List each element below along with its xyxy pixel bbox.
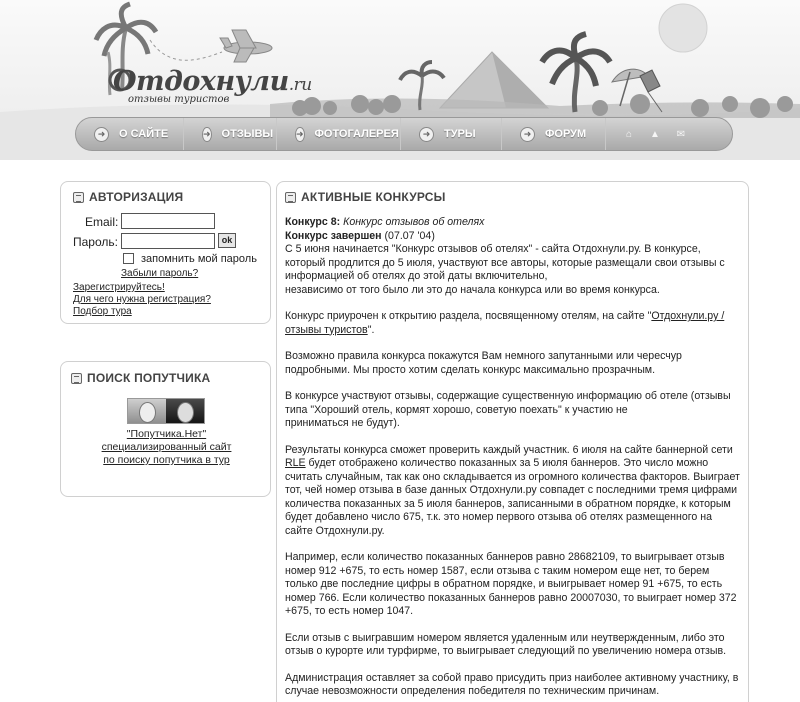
- auth-panel: [60, 181, 271, 324]
- companion-text: [61, 428, 272, 467]
- contests-title: АКТИВНЫЕ КОНКУРСЫ: [301, 190, 446, 204]
- logo-tld: .ru: [288, 75, 312, 95]
- paragraph-8: Администрация оставляет за собой право присудить приз наиболее активному участнику, в случае невозможности определения победителя по техническим причинам.: [285, 671, 739, 697]
- status-date: (07.07 '04): [384, 229, 435, 242]
- contest-status: [285, 230, 740, 244]
- arrow-right-icon: ➜: [520, 127, 535, 142]
- paragraph-7: Если отзыв с выигравшим номером является удаленным или неутвержденным, либо это отзыв о курорте или турфирме, то выигрывает следующий по увеличению номера отзыв.: [285, 631, 727, 657]
- nav-about-label: О САЙТЕ: [119, 128, 169, 140]
- tour-selection-link[interactable]: Подбор тура: [73, 306, 132, 317]
- companion-line2[interactable]: специализированный сайт: [101, 441, 232, 453]
- email-input[interactable]: [121, 213, 215, 229]
- register-link[interactable]: Зарегистрируйтесь!: [73, 282, 165, 293]
- why-register-link[interactable]: Для чего нужна регистрация?: [73, 294, 211, 305]
- remember-label: запомнить мой пароль: [141, 253, 257, 265]
- site-link[interactable]: Отдохнули.ру / отзывы туристов: [285, 310, 725, 336]
- nav-reviews[interactable]: [184, 118, 277, 150]
- contests-header: [285, 190, 446, 204]
- contest-article: [285, 216, 740, 702]
- home-icon[interactable]: ⌂: [625, 128, 633, 140]
- nav-about[interactable]: [76, 118, 184, 150]
- flight-path: [150, 40, 222, 60]
- sitemap-icon[interactable]: ▲: [650, 128, 660, 140]
- paragraph-1b: независимо от того было ли это до начала конкурса или во время конкурса.: [285, 283, 660, 296]
- nav-tours-label: ТУРЫ: [444, 128, 476, 140]
- nav-tours[interactable]: [401, 118, 502, 150]
- paragraph-5: [285, 444, 740, 539]
- email-label: Email:: [85, 215, 119, 229]
- ok-button[interactable]: ok: [218, 233, 236, 248]
- arrow-right-icon: ➜: [295, 127, 305, 142]
- contest-name: Конкурс отзывов об отелях: [343, 216, 485, 228]
- paragraph-6: Например, если количество показанных баннеров равно 28682109, то выигрывает отзыв номер 912 +675, то есть номер 1587, если отзыва с таким номером еще нет, то берем только две последние цифры в обратном порядке, и выигрывает номер 91 +675, то есть номер 766. Если количество показанных баннеров равно 20007030, то выиграет номер 372 +675, то есть номер 1047.: [285, 551, 737, 617]
- paragraph-2: [285, 310, 740, 337]
- airplane: [220, 30, 272, 62]
- logo-subtitle: отзывы туристов: [128, 94, 230, 105]
- contest-heading: [285, 216, 740, 230]
- sun: [659, 4, 707, 52]
- companion-line3[interactable]: по поиску попутчика в тур: [103, 454, 230, 466]
- remember-checkbox[interactable]: [123, 253, 134, 264]
- nav-forum[interactable]: [502, 118, 606, 150]
- logo-name: Отдохнули: [113, 66, 289, 97]
- rle-link[interactable]: RLE: [285, 457, 306, 469]
- companion-title: ПОИСК ПОПУТЧИКА: [87, 371, 211, 385]
- avatar: [166, 399, 204, 423]
- p2-post: ".: [367, 323, 375, 336]
- password-input[interactable]: [121, 233, 215, 249]
- site-logo[interactable]: [113, 66, 312, 97]
- paragraph-1: С 5 июня начинается "Конкурс отзывов об отелях" - сайта Отдохнули.ру. В конкурсе, который продлится до 5 июля, участвуют все авторы, которые размещали свои отзывы с информацией об отелях до этой даты включительно,: [285, 243, 725, 282]
- password-label: Пароль:: [73, 235, 118, 249]
- main-nav: [75, 117, 733, 151]
- nav-reviews-label: ОТЗЫВЫ: [221, 128, 274, 140]
- p2-pre: Конкурс приурочен к открытию раздела, посвященному отелям, на сайте ": [285, 310, 652, 322]
- contest-label: Конкурс 8:: [285, 216, 341, 228]
- p5-post: будет отображено количество показанных за 5 июля баннеров. Это число можно считать случайным, так как оно складывается из огромного количества факторов. Выиграет тот, чей номер отзыва в базе данных Отдохнули.ру совпадет с последними тремя цифрами количества показанных за 5 июля баннеров, записанными в обратном порядке, к которым будет добавлено число 675, т.к. это номер первого отзыва об отелях размещенного на сайте Отдохнули.ру.: [285, 457, 740, 537]
- arrow-right-icon: ➜: [419, 127, 434, 142]
- status-label: Конкурс завершен: [285, 229, 382, 242]
- paragraph-3: Возможно правила конкурса покажутся Вам немного запутанными или чересчур подробными. Мы просто хотим сделать конкурс максимально прозрачным.: [285, 350, 682, 376]
- arrow-right-icon: ➜: [94, 127, 109, 142]
- site-header: [0, 0, 800, 160]
- arrow-right-icon: ➜: [202, 127, 212, 142]
- companion-header: [71, 371, 210, 385]
- companion-link[interactable]: "Попутчика.Нет": [126, 428, 207, 440]
- avatar: [128, 399, 166, 423]
- mail-icon[interactable]: ✉: [676, 128, 686, 140]
- auth-title: АВТОРИЗАЦИЯ: [89, 190, 184, 204]
- companion-banner[interactable]: [127, 398, 205, 424]
- lock-icon: [73, 192, 84, 203]
- paragraph-4: В конкурсе участвуют отзывы, содержащие существенную информацию об отеле (отзывы типа "Хороший отель, кормят хорошо, советую поехать" к участию не: [285, 390, 731, 416]
- document-icon: [285, 192, 296, 203]
- paragraph-4b: приниматься не будут).: [285, 417, 400, 429]
- auth-header: [73, 190, 183, 204]
- nav-gallery[interactable]: [277, 118, 401, 150]
- contests-panel: [276, 181, 749, 702]
- nav-forum-label: ФОРУМ: [545, 128, 587, 140]
- p5-pre: Результаты конкурса сможет проверить каждый участник. 6 июля на сайте баннерной сети: [285, 443, 733, 456]
- document-icon: [71, 373, 82, 384]
- nav-gallery-label: ФОТОГАЛЕРЕЯ: [314, 128, 399, 140]
- companion-panel: [60, 361, 271, 497]
- forgot-password-link[interactable]: Забыли пароль?: [121, 268, 199, 279]
